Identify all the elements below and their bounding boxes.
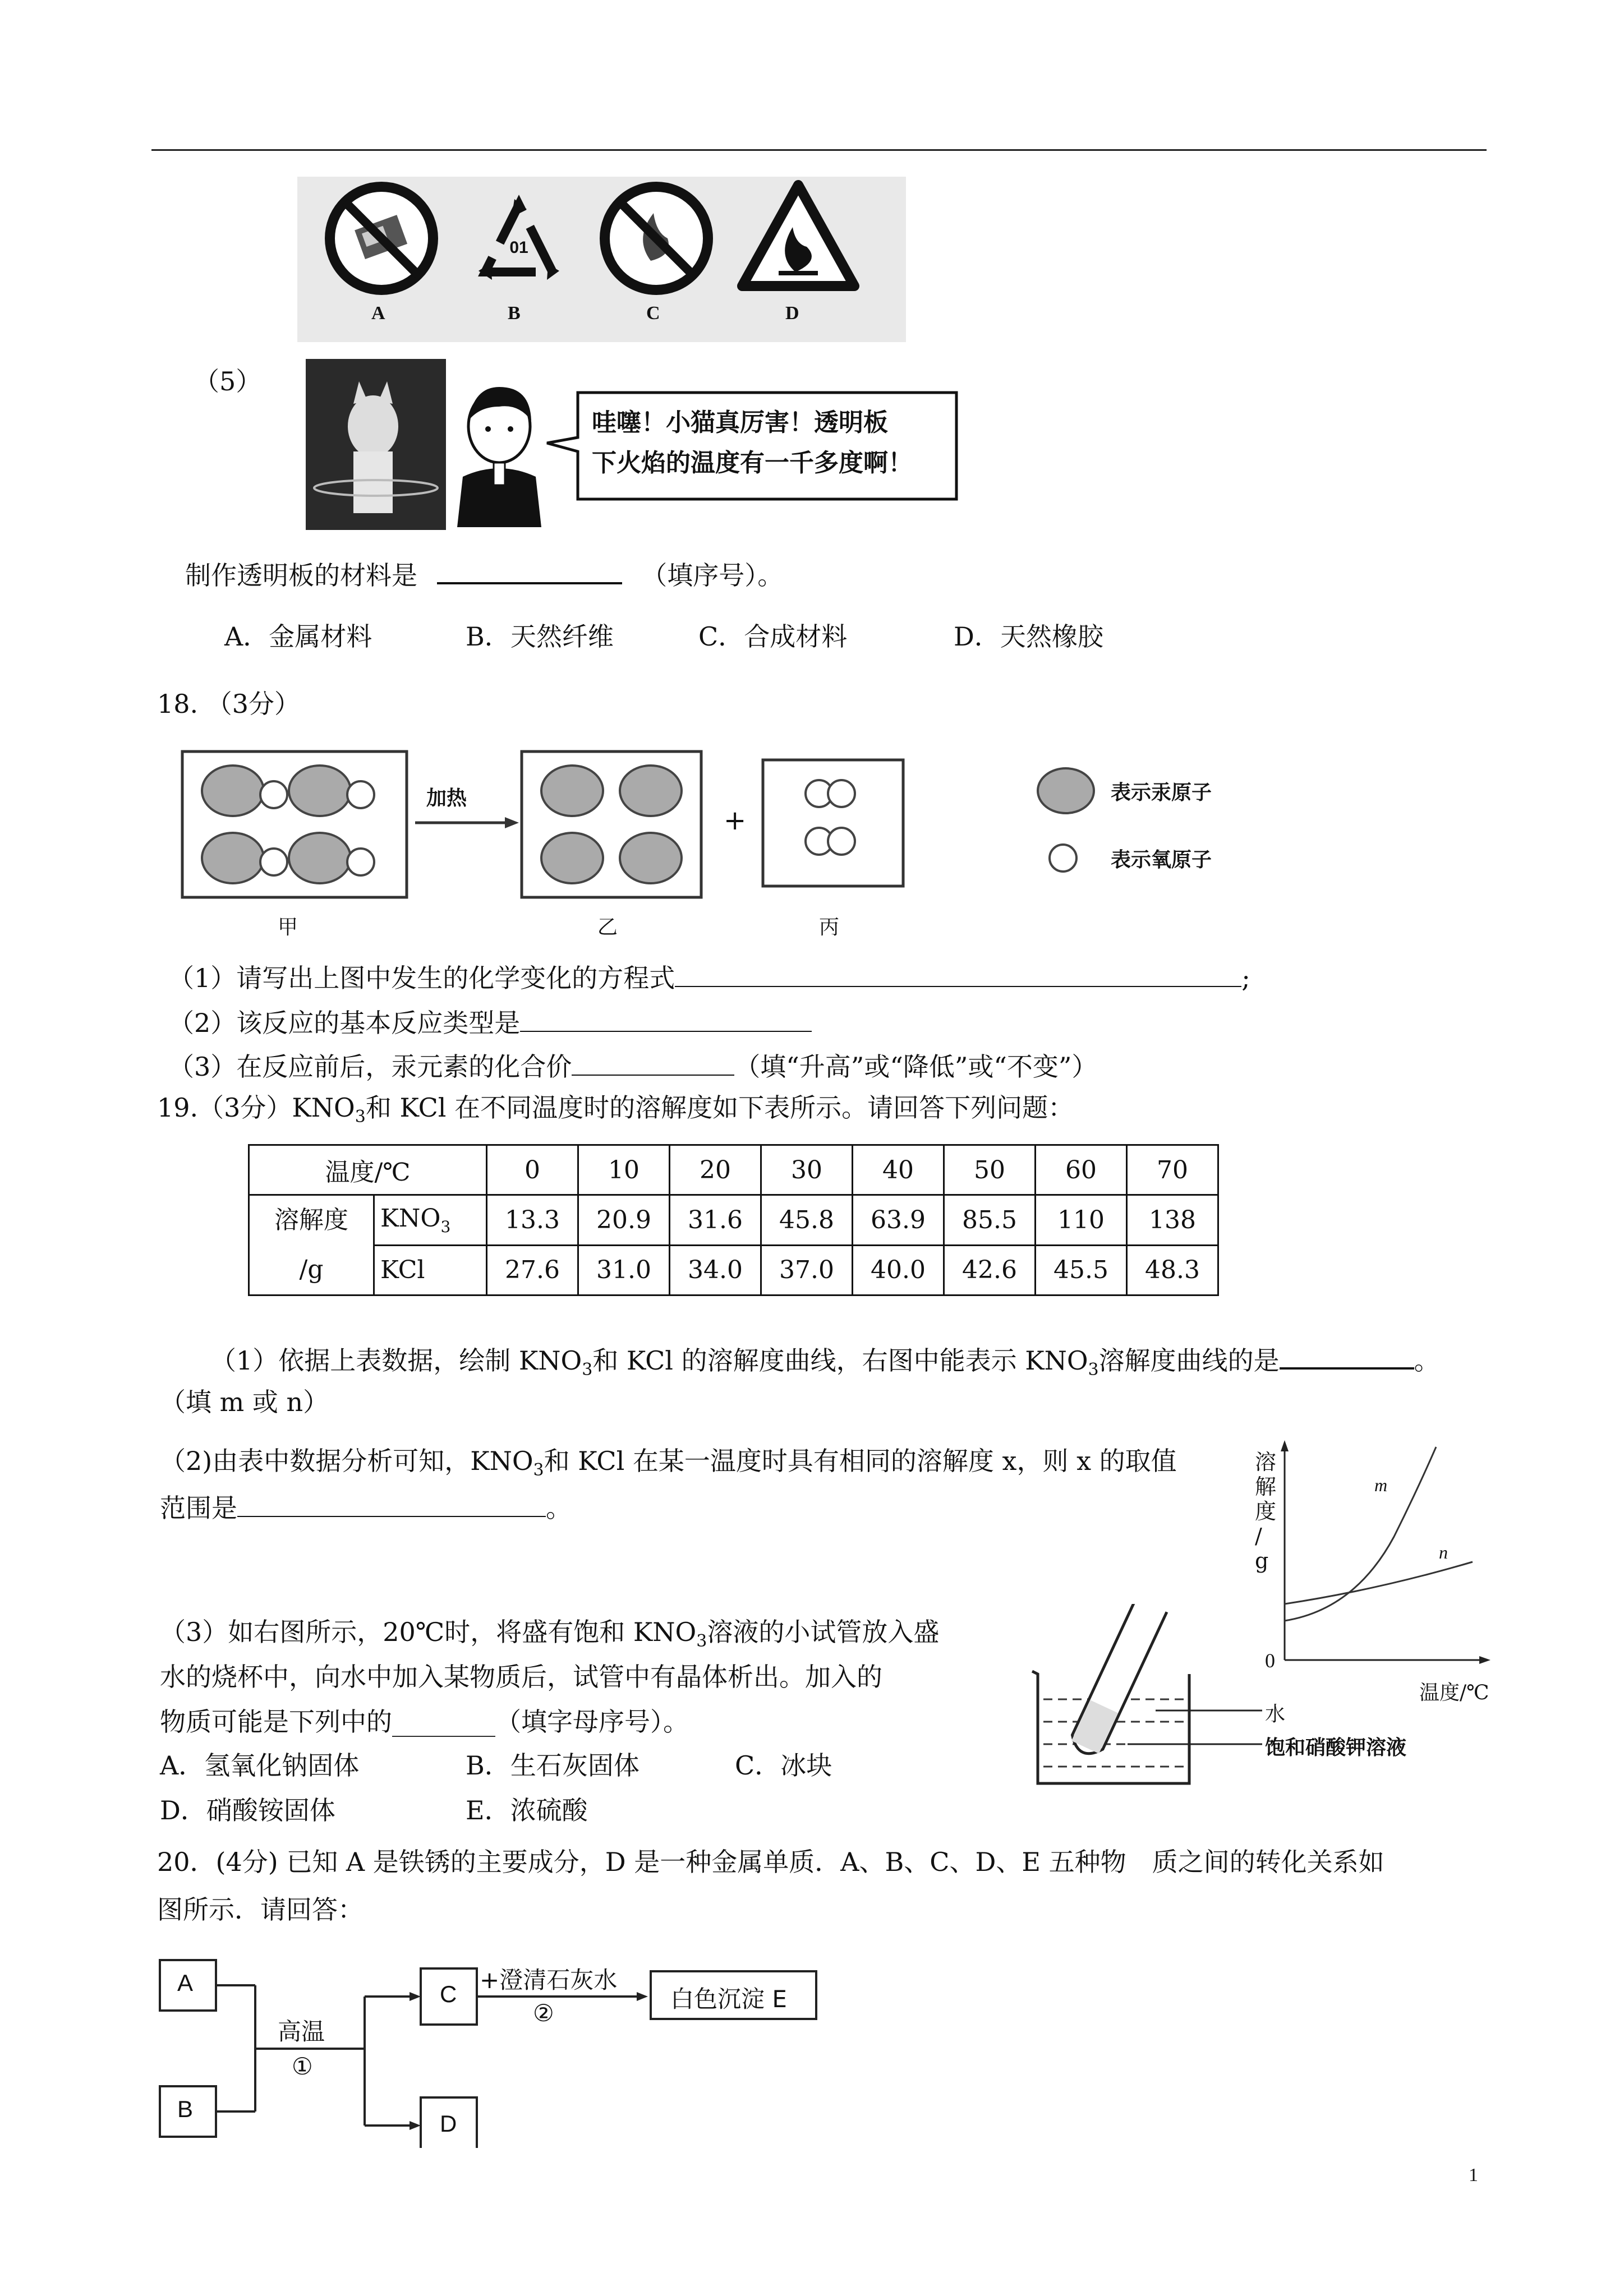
o-atom (828, 828, 855, 855)
table-cell: 31.6 (670, 1195, 761, 1246)
beaker-water-label: 水 (1265, 1703, 1286, 1726)
test-tube (1068, 1604, 1167, 1759)
box-c-label: C (440, 1981, 457, 2007)
recycle-icon (479, 199, 559, 280)
q18-label-jia: 甲 (278, 916, 298, 939)
kcl-label: KCl (374, 1245, 487, 1295)
q17-option-b: B．天然纤维 (466, 621, 614, 652)
valence-blank[interactable] (572, 1048, 734, 1076)
o-atom (260, 781, 287, 808)
q19-part3-line2: 水的烧杯中，向水中加入某物质后，试管中有晶体析出。加入的 (160, 1662, 882, 1692)
q19-part2: （2)由表中数据分析可知，$KNO_3$和 KCl 在某一温度时具有相同的溶解度 x，则 x 的取值 (160, 1446, 1177, 1481)
hg-atom (541, 833, 603, 883)
hg-atom (289, 833, 351, 883)
table-cell: 40.0 (853, 1245, 944, 1295)
table-cell: 27.6 (487, 1245, 578, 1295)
curve-m (1285, 1447, 1436, 1621)
q17-part5-question (185, 555, 783, 592)
curve-n-label: n (1439, 1542, 1448, 1562)
range-blank[interactable] (237, 1489, 546, 1517)
legend-hg-label: 表示汞原子 (1111, 781, 1212, 804)
hg-atom (620, 833, 682, 883)
condition-1-label: 高温 (278, 2018, 325, 2045)
question-suffix: （填序号）。 (641, 560, 784, 591)
temp-header: 温度/℃ (249, 1145, 487, 1195)
q19-header: 19.（3分）$KNO_3$和 KCl 在不同温度时的溶解度如下表所示。请回答下列问题： (157, 1092, 1074, 1127)
table-cell: 110 (1036, 1195, 1127, 1246)
table-cell: 45.5 (1036, 1245, 1127, 1295)
no-smoking-materials-icon (330, 187, 433, 290)
table-row (249, 1245, 1218, 1295)
graph-xlabel: 温度/℃ (1419, 1681, 1489, 1704)
sign-label-c: C (646, 303, 660, 324)
sign-label-b: B (508, 303, 521, 324)
table-row (249, 1145, 1218, 1195)
q17-option-a: A．金属材料 (224, 621, 372, 652)
reaction-type-blank[interactable] (520, 1004, 812, 1032)
boy-figure (457, 387, 541, 527)
kno3-label: $KNO_3$ (374, 1195, 487, 1246)
q18-part1: （1）请写出上图中发生的化学变化的方程式 ; (168, 959, 1250, 995)
bubble-line-2: 下火焰的温度有一千多度啊！ (592, 449, 913, 477)
table-cell: 42.6 (944, 1245, 1036, 1295)
q18-label-bing: 丙 (819, 916, 840, 939)
page-number: 1 (1469, 2165, 1478, 2186)
box-b-label: B (177, 2096, 194, 2122)
table-cell: 20.9 (578, 1195, 670, 1246)
q18-arrow-label: 加热 (426, 787, 467, 810)
box-e-label: 白色沉淀 E (670, 1985, 787, 2013)
table-cell: 30 (761, 1145, 853, 1195)
table-cell: 20 (670, 1145, 761, 1195)
q19-option-d: D．硝酸铵固体 (160, 1795, 335, 1825)
graph-ylabel: 溶 解 度 / g (1255, 1450, 1277, 1573)
step-2-label: ② (533, 1999, 554, 2027)
table-cell: 37.0 (761, 1245, 853, 1295)
sign-label-a: A (371, 303, 385, 324)
table-cell: 0 (487, 1145, 578, 1195)
table-cell: 48.3 (1127, 1245, 1218, 1295)
bubble-line-1: 哇噻！小猫真厉害！透明板 (592, 408, 888, 437)
q18-part2: （2）该反应的基本反应类型是 (168, 1004, 812, 1040)
beaker-test-tube-illustration (1021, 1604, 1358, 1789)
table-cell: 31.0 (578, 1245, 670, 1295)
hg-atom (289, 766, 351, 816)
hg-atom (541, 766, 603, 816)
curve-n (1285, 1562, 1473, 1604)
q17-option-d: D．天然橡胶 (954, 621, 1103, 652)
q18-part3: （3）在反应前后，汞元素的化合价 （填“升高”或“降低”或“不变”） (168, 1048, 1097, 1084)
svg-text:01: 01 (509, 238, 528, 257)
hg-atom (620, 766, 682, 816)
safety-signs (297, 177, 906, 306)
o-atom (260, 849, 287, 875)
q19-part2-line2: 范围是 。 (160, 1489, 572, 1525)
table-cell: 13.3 (487, 1195, 578, 1246)
box-a-label: A (177, 1970, 194, 1996)
q18-header: 18. （3分） (157, 689, 301, 719)
legend-o-atom (1050, 845, 1076, 872)
table-cell: 138 (1127, 1195, 1218, 1246)
table-cell: 40 (853, 1145, 944, 1195)
q19-option-b: B．生石灰固体 (466, 1750, 640, 1781)
table-cell: 63.9 (853, 1195, 944, 1246)
legend-hg-atom (1038, 768, 1094, 813)
step-1-label: ① (292, 2053, 313, 2080)
q20-line1: 20．(4分) 已知 A 是铁锈的主要成分，D 是一种金属单质．A、B、C、D、E 五种物 质之间的转化关系如 (157, 1847, 1384, 1877)
hg-atom (202, 833, 264, 883)
q17-part5-number: （5） (194, 366, 262, 397)
flammable-warning-icon (742, 185, 854, 286)
o-atom (347, 849, 374, 875)
table-cell: 70 (1127, 1145, 1218, 1195)
o-atom (347, 781, 374, 808)
q20-line2: 图所示．请回答： (157, 1894, 364, 1925)
q19-option-c: C．冰块 (735, 1750, 832, 1781)
solubility-label: 溶解度 /g (249, 1195, 374, 1295)
q19-part3: （3）如右图所示，20℃时，将盛有饱和 $KNO_3$溶液的小试管放入盛 (160, 1617, 940, 1652)
table-cell: 10 (578, 1145, 670, 1195)
no-open-flame-icon (605, 187, 708, 290)
header-rule (151, 149, 1487, 151)
hg-atom (202, 766, 264, 816)
graph-origin: 0 (1265, 1649, 1275, 1672)
beaker-solution-label: 饱和硝酸钾溶液 (1265, 1736, 1407, 1759)
table-cell: 45.8 (761, 1195, 853, 1246)
q19-option-a: A．氢氧化钠固体 (160, 1750, 360, 1781)
q18-label-yi: 乙 (597, 916, 618, 939)
legend-o-label: 表示氧原子 (1111, 849, 1212, 872)
box-d-label: D (440, 2110, 457, 2137)
question-text: 制作透明板的材料是 (185, 560, 417, 591)
table-cell: 34.0 (670, 1245, 761, 1295)
curve-m-label: m (1374, 1475, 1388, 1495)
table-cell: 60 (1036, 1145, 1127, 1195)
q19-part1: （1）依据上表数据，绘制 $KNO_3$和 KCl 的溶解度曲线，右图中能表示 $KNO_3$溶解度曲线的是 。 (210, 1340, 1440, 1387)
q19-option-e: E．浓硫酸 (466, 1795, 588, 1825)
answer-blank[interactable] (437, 555, 622, 584)
q17-option-c: C．合成材料 (698, 621, 848, 652)
curve-answer-blank[interactable] (1280, 1340, 1414, 1370)
q18-plus: + (724, 805, 747, 836)
sign-label-d: D (785, 303, 799, 324)
cat-photo (306, 359, 446, 530)
table-row (249, 1195, 1218, 1246)
q19-part1-hint: （填 m 或 n） (160, 1387, 329, 1417)
solubility-table (248, 1144, 1219, 1296)
table-cell: 50 (944, 1145, 1036, 1195)
o-atom (828, 780, 855, 807)
condition-2-label: +澄清石灰水 (480, 1966, 618, 1994)
equation-blank[interactable] (675, 959, 1241, 987)
table-cell: 85.5 (944, 1195, 1036, 1246)
q19-part3-line3: 物质可能是下列中的________（填字母序号）。 (160, 1707, 689, 1737)
